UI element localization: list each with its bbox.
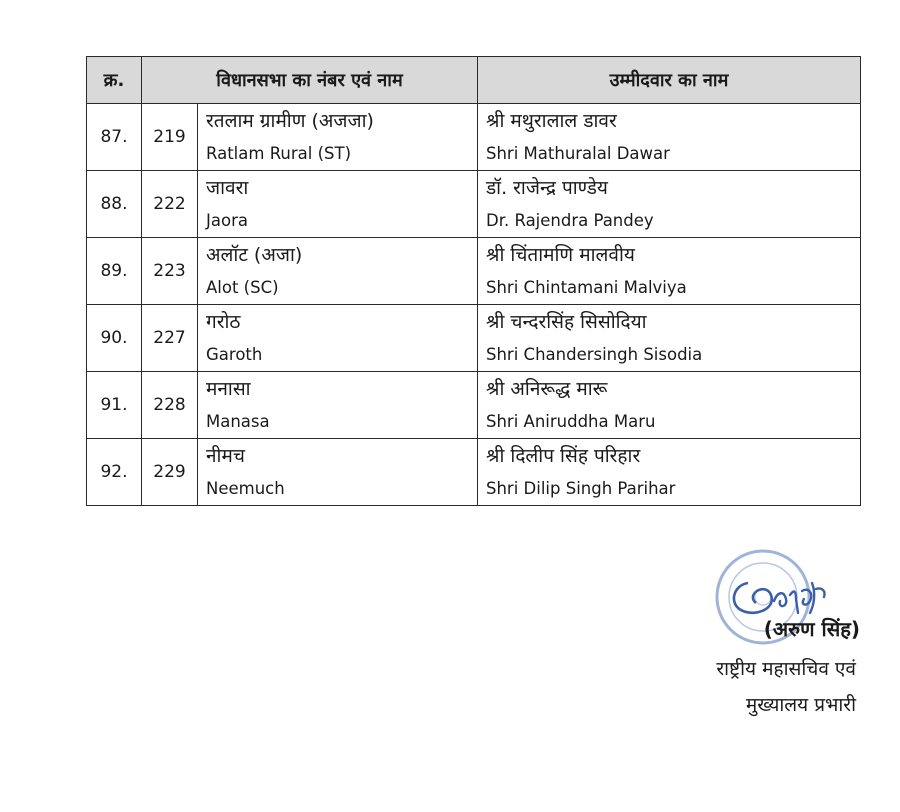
row-assembly-number: 229	[142, 439, 198, 506]
candidate-name-hindi: श्री अनिरूद्ध मारू	[486, 378, 608, 400]
table-row	[87, 238, 861, 305]
candidate-name-english: Dr. Rajendra Pandey	[486, 211, 654, 230]
row-candidate-name	[478, 305, 861, 372]
table-row	[87, 171, 861, 238]
row-assembly-number: 228	[142, 372, 198, 439]
table-row	[87, 104, 861, 171]
designation-line-1: राष्ट्रीय महासचिव एवं	[716, 658, 856, 680]
table-header-row	[87, 57, 861, 104]
header-candidate: उम्मीदवार का नाम	[478, 57, 861, 104]
row-assembly-name	[198, 104, 478, 171]
table-row	[87, 305, 861, 372]
row-serial-number: 88.	[87, 171, 142, 238]
candidate-name-english: Shri Mathuralal Dawar	[486, 144, 670, 163]
row-assembly-name	[198, 238, 478, 305]
assembly-name-english: Jaora	[206, 211, 248, 230]
row-candidate-name	[478, 171, 861, 238]
row-assembly-name	[198, 305, 478, 372]
row-assembly-name	[198, 372, 478, 439]
candidate-name-english: Shri Chintamani Malviya	[486, 278, 687, 297]
row-assembly-number: 227	[142, 305, 198, 372]
designation-line-2: मुख्यालय प्रभारी	[745, 694, 856, 716]
header-serial-number: क्र.	[87, 57, 142, 104]
row-assembly-number: 222	[142, 171, 198, 238]
assembly-name-hindi: जावरा	[206, 177, 249, 199]
table-row	[87, 439, 861, 506]
assembly-name-english: Neemuch	[206, 479, 285, 498]
signatory-name: (अरुण सिंह)	[763, 617, 860, 641]
row-serial-number: 91.	[87, 372, 142, 439]
row-serial-number: 90.	[87, 305, 142, 372]
assembly-name-english: Ratlam Rural (ST)	[206, 144, 352, 163]
assembly-name-hindi: रतलाम ग्रामीण (अजजा)	[206, 110, 374, 132]
candidate-name-english: Shri Chandersingh Sisodia	[486, 345, 703, 364]
candidate-name-hindi: श्री दिलीप सिंह परिहार	[486, 445, 641, 467]
row-assembly-number: 223	[142, 238, 198, 305]
assembly-name-hindi: मनासा	[206, 378, 251, 400]
assembly-name-hindi: नीमच	[206, 445, 245, 467]
assembly-name-english: Garoth	[206, 345, 263, 364]
candidate-name-hindi: श्री चिंतामणि मालवीय	[486, 244, 635, 266]
candidate-name-english: Shri Aniruddha Maru	[486, 412, 656, 431]
header-assembly: विधानसभा का नंबर एवं नाम	[142, 57, 478, 104]
candidate-name-hindi: श्री चन्दरसिंह सिसोदिया	[486, 311, 647, 333]
row-candidate-name	[478, 104, 861, 171]
assembly-name-hindi: गरोठ	[206, 311, 241, 333]
row-serial-number: 92.	[87, 439, 142, 506]
row-assembly-name	[198, 171, 478, 238]
table-row	[87, 372, 861, 439]
signature-block	[640, 545, 890, 735]
row-assembly-number: 219	[142, 104, 198, 171]
row-assembly-name	[198, 439, 478, 506]
signatory-designation	[716, 651, 856, 723]
row-candidate-name	[478, 439, 861, 506]
candidate-name-hindi: डॉ. राजेन्द्र पाण्डेय	[486, 177, 608, 199]
assembly-name-english: Manasa	[206, 412, 270, 431]
row-candidate-name	[478, 372, 861, 439]
candidate-name-hindi: श्री मथुरालाल डावर	[486, 110, 617, 132]
assembly-name-english: Alot (SC)	[206, 278, 279, 297]
assembly-name-hindi: अलॉट (अजा)	[206, 244, 303, 266]
candidate-name-english: Shri Dilip Singh Parihar	[486, 479, 676, 498]
row-candidate-name	[478, 238, 861, 305]
row-serial-number: 89.	[87, 238, 142, 305]
candidate-list-table	[86, 56, 861, 506]
row-serial-number: 87.	[87, 104, 142, 171]
